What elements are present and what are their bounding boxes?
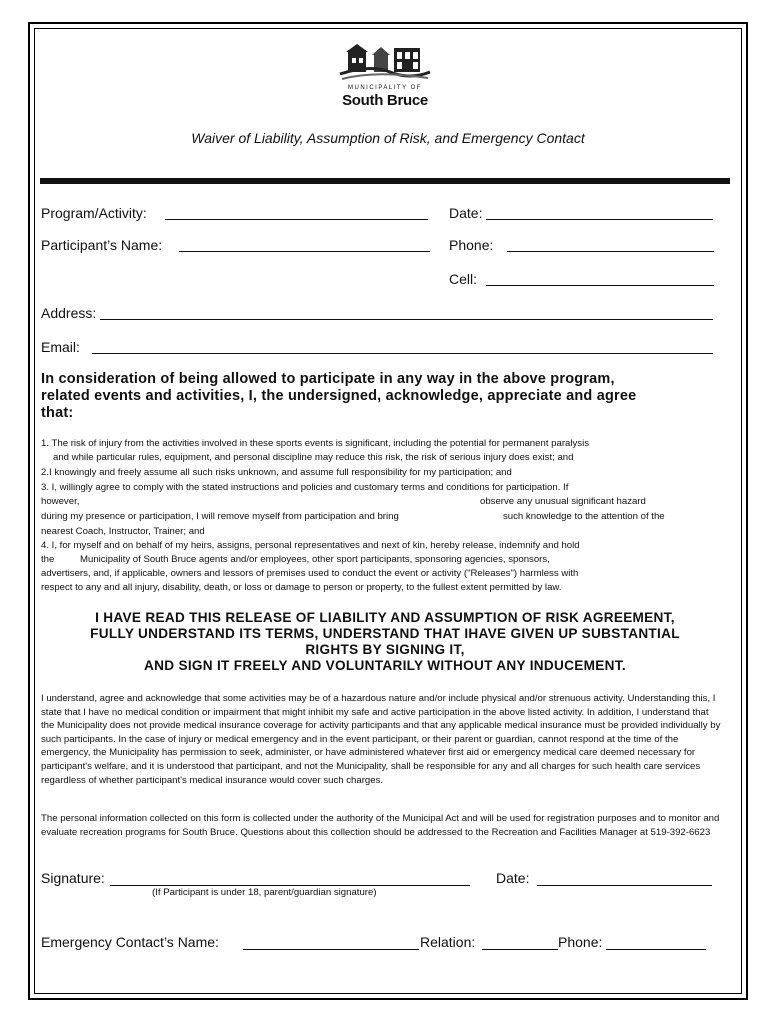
participant-name-field[interactable] — [179, 251, 430, 252]
relation-field[interactable] — [482, 949, 558, 950]
logo-buildings-icon — [330, 42, 440, 86]
term-line: such knowledge to the attention of the — [503, 511, 665, 522]
date-label: Date: — [449, 205, 483, 221]
heading-line: that: — [41, 405, 74, 421]
email-field[interactable] — [92, 353, 713, 354]
signature-date-field[interactable] — [537, 885, 712, 886]
acknowledgement-line: RIGHTS BY SIGNING IT, — [305, 642, 465, 657]
guardian-note: (If Participant is under 18, parent/guardian signature) — [152, 887, 377, 898]
term-line: 1. The risk of injury from the activities involved in these sports events is significant, including the potential for permanent paralysis — [41, 438, 590, 449]
cell-label: Cell: — [449, 271, 478, 287]
program-label: Program/Activity: — [41, 205, 147, 221]
municipality-name: South Bruce — [342, 92, 428, 109]
signature-date-label: Date: — [496, 870, 530, 886]
term-line: during my presence or participation, I will remove myself from participation and bring — [41, 511, 399, 522]
acknowledgement-line: AND SIGN IT FREELY AND VOLUNTARILY WITHOUT ANY INDUCEMENT. — [144, 658, 626, 673]
relation-label: Relation: — [420, 934, 476, 950]
email-label: Email: — [41, 339, 80, 355]
term-line: 2.I knowingly and freely assume all such risks unknown, and assume full responsibility for my participation; and — [41, 467, 512, 478]
emergency-contact-label: Emergency Contact’s Name: — [41, 934, 219, 950]
cell-field[interactable] — [486, 285, 714, 286]
term-line: advertisers, and, if applicable, owners and lessors of premises used to conduct the event or activity ("Releases") harmless with — [41, 568, 579, 579]
privacy-paragraph: The personal information collected on this form is collected under the authority of the Municipal Act and will be used for registration purposes and to monitor and evaluate recreation programs for South Bruce. Questions about this collection should be addressed to the Recreation and Facilities Manager at 519-392-6623 — [41, 813, 720, 838]
term-line: however, — [41, 496, 80, 507]
medical-paragraph: I understand, agree and acknowledge that some activities may be of a hazardous nature and/or include physical and/or strenuous activity. Understanding this, I state that I have no medical condition or impairment that might inhibit my safe and active participation in the above listed activity. In addition, I understand that the Municipality does not provide medical insurance coverage for activity participants and that any applicable medical insurance must be provided individually by such participants. In the case of injury or medical emergency and in the event participant, or their parent or guardian, cannot respond at the time of the emergency, the Municipality has permission to seek, administer, or have administered whatever first aid or emergency medical care deemed necessary for participant's welfare, and it is understood that participant, and not the Municipality, shall be responsible for any and all charges for such health care services regardless of whether participant's medical insurance would cover such charges. — [41, 693, 721, 786]
phone-label: Phone: — [449, 237, 494, 253]
municipality-of-text: MUNICIPALITY OF — [348, 85, 422, 91]
term-line: observe any unusual significant hazard — [480, 496, 646, 507]
address-label: Address: — [41, 305, 97, 321]
emergency-contact-field[interactable] — [243, 949, 419, 950]
address-field[interactable] — [100, 319, 713, 320]
header-divider — [40, 178, 730, 184]
emergency-phone-field[interactable] — [606, 949, 706, 950]
participant-name-label: Participant’s Name: — [41, 237, 163, 253]
signature-label: Signature: — [41, 870, 105, 886]
term-line: and while particular rules, equipment, and personal discipline may reduce this risk, the risk of serious injury does exist; and — [53, 452, 574, 463]
term-line: the — [41, 554, 55, 565]
term-line: nearest Coach, Instructor, Trainer; and — [41, 526, 205, 537]
emergency-phone-label: Phone: — [558, 934, 603, 950]
date-field[interactable] — [486, 219, 713, 220]
heading-line: In consideration of being allowed to participate in any way in the above program, — [41, 371, 615, 387]
heading-line: related events and activities, I, the undersigned, acknowledge, appreciate and agree — [41, 388, 637, 404]
program-field[interactable] — [165, 219, 428, 220]
consideration-heading — [41, 371, 701, 422]
term-line: Municipality of South Bruce agents and/or employees, other sport participants, sponsoring agencies, sponsors, — [80, 554, 550, 565]
term-line: 4. I, for myself and on behalf of my heirs, assigns, personal representatives and next of kin, hereby release, indemnify and hold — [41, 540, 580, 551]
acknowledgement-line: I HAVE READ THIS RELEASE OF LIABILITY AND ASSUMPTION OF RISK AGREEMENT, — [95, 610, 675, 625]
page-title: Waiver of Liability, Assumption of Risk, and Emergency Contact — [191, 130, 585, 146]
term-line: 3. I, willingly agree to comply with the stated instructions and policies and customary terms and conditions for participation. If — [41, 482, 569, 493]
acknowledgement-block — [40, 610, 730, 674]
phone-field[interactable] — [507, 251, 714, 252]
term-line: respect to any and all injury, disability, death, or loss or damage to person or property, to the fullest extent permitted by law. — [41, 582, 562, 593]
acknowledgement-line: FULLY UNDERSTAND ITS TERMS, UNDERSTAND THAT IHAVE GIVEN UP SUBSTANTIAL — [90, 626, 680, 641]
